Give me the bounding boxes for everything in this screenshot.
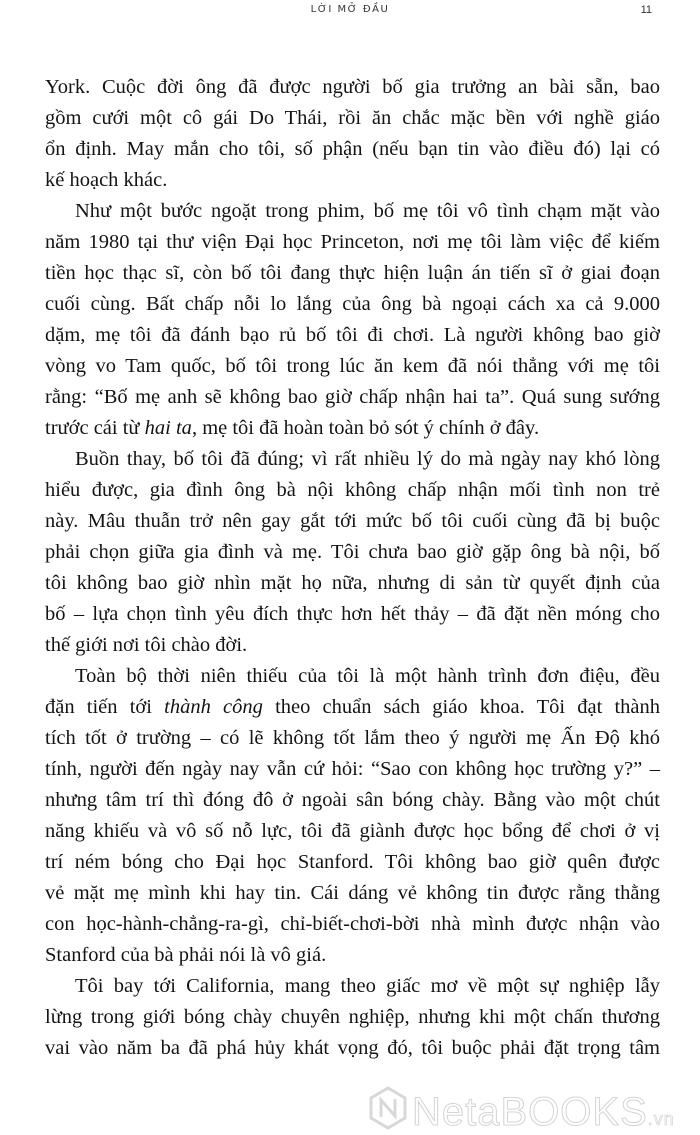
paragraph: [45, 72, 660, 196]
text-line: [45, 692, 660, 723]
paragraph: [45, 444, 660, 661]
text-segment: đặn tiến tới: [45, 696, 165, 718]
watermark-name: NetaBOOKS: [412, 1090, 648, 1134]
text-line: ổn định. May mắn cho tôi, số phận (nếu bạn tin vào điều đó) lại có: [45, 138, 660, 160]
italic-phrase: hai ta: [144, 417, 192, 439]
netabooks-logo-icon: [368, 1086, 408, 1130]
text-line: thế giới nơi tôi chào đời.: [45, 634, 248, 656]
text-line: cuối cùng. Bất chấp nỗi lo lắng của ông bà ngoại cách xa cả 9.000: [45, 293, 660, 315]
paragraph: [45, 971, 660, 1064]
watermark: [412, 1090, 675, 1135]
text-line: năng khiếu và vô số nỗ lực, tôi đã giành được học bổng để chơi ở vị: [45, 820, 660, 842]
text-line: năm 1980 tại thư viện Đại học Princeton, nơi mẹ tôi làm việc để kiếm: [45, 231, 660, 253]
text-line: nhưng tâm trí thì đóng đô ở ngoài sân bóng chày. Bằng vào một chút: [45, 789, 660, 811]
text-line: trí ném bóng cho Đại học Stanford. Tôi không bao giờ quên được: [45, 851, 660, 873]
text-line: Như một bước ngoặt trong phim, bố mẹ tôi vô tình chạm mặt vào: [75, 200, 660, 222]
text-line: tiền học thạc sĩ, còn bố tôi đang thực hiện luận án tiến sĩ ở giai đoạn: [45, 262, 660, 284]
text-line: vòng vo Tam quốc, bố tôi trong lúc ăn kem đã nói thẳng với mẹ tôi: [45, 355, 660, 377]
running-head: LỜI MỞ ĐẦU: [310, 4, 390, 15]
text-line: vai vào năm ba đã phá hủy khát vọng đó, tôi buộc phải đặt trọng tâm: [45, 1037, 660, 1059]
text-line: Toàn bộ thời niên thiếu của tôi là một hành trình đơn điệu, đều: [75, 665, 660, 687]
text-line: Stanford của bà phải nói là vô giá.: [45, 944, 327, 966]
text-segment: , mẹ tôi đã hoàn toàn bỏ sót ý chính ở đây.: [191, 417, 540, 439]
text-line: này. Mâu thuẫn trở nên gay gắt tới mức bố tôi cuối cùng đã bị buộc: [45, 510, 660, 532]
text-line: rằng: “Bố mẹ anh sẽ không bao giờ chấp nhận hai ta”. Quá sung sướng: [45, 386, 660, 408]
italic-phrase: thành công: [164, 696, 263, 718]
body-text: [45, 72, 660, 1064]
text-line: gồm cưới một cô gái Do Thái, rồi ăn chắc mặc bền với nghề giáo: [45, 107, 660, 129]
text-line: lừng trong giới bóng chày chuyên nghiệp, nhưng khi một chấn thương: [45, 1006, 660, 1028]
text-line: dặm, mẹ tôi đã đánh bạo rủ bố tôi đi chơi. Là người không bao giờ: [45, 324, 660, 346]
text-segment: trước cái từ: [45, 417, 145, 439]
text-line: con học-hành-chẳng-ra-gì, chỉ-biết-chơi-bời nhà mình được nhận vào: [45, 913, 660, 935]
text-line: York. Cuộc đời ông đã được người bố gia trưởng an bài sẵn, bao: [45, 76, 660, 98]
watermark-suffix: .vn: [647, 1109, 675, 1129]
text-line: Buồn thay, bố tôi đã đúng; vì rất nhiều lý do mà ngày nay khó lòng: [75, 448, 660, 470]
paragraph: [45, 196, 660, 444]
text-segment: theo chuẩn sách giáo khoa. Tôi đạt thành: [262, 696, 660, 718]
paragraph: [45, 661, 660, 971]
text-line: tích tốt ở trường – có lẽ không tốt lắm theo ý người mẹ Ấn Độ khó: [45, 727, 660, 749]
text-line: tính, người đến ngày nay vẫn cứ hỏi: “Sao con không học trường y?” –: [45, 758, 660, 780]
text-line: vẻ mặt mẹ mình khi hay tin. Cái dáng vẻ không tin được rằng thằng: [45, 882, 660, 904]
text-line: [45, 413, 660, 444]
text-line: Tôi bay tới California, mang theo giấc mơ về một sự nghiệp lẫy: [75, 975, 660, 997]
text-line: tôi không bao giờ nhìn mặt họ nữa, nhưng di sản từ quyết định của: [45, 572, 660, 594]
page-number: 11: [640, 4, 652, 16]
text-line: phải chọn giữa gia đình và mẹ. Tôi chưa bao giờ gặp ông bà nội, bố: [45, 541, 660, 563]
text-line: hiểu được, gia đình ông bà nội không chấp nhận mối tình non trẻ: [45, 479, 660, 501]
text-line: bố – lựa chọn tình yêu đích thực hơn hết thảy – đã đặt nền móng cho: [45, 603, 660, 625]
text-line: kế hoạch khác.: [45, 169, 168, 191]
